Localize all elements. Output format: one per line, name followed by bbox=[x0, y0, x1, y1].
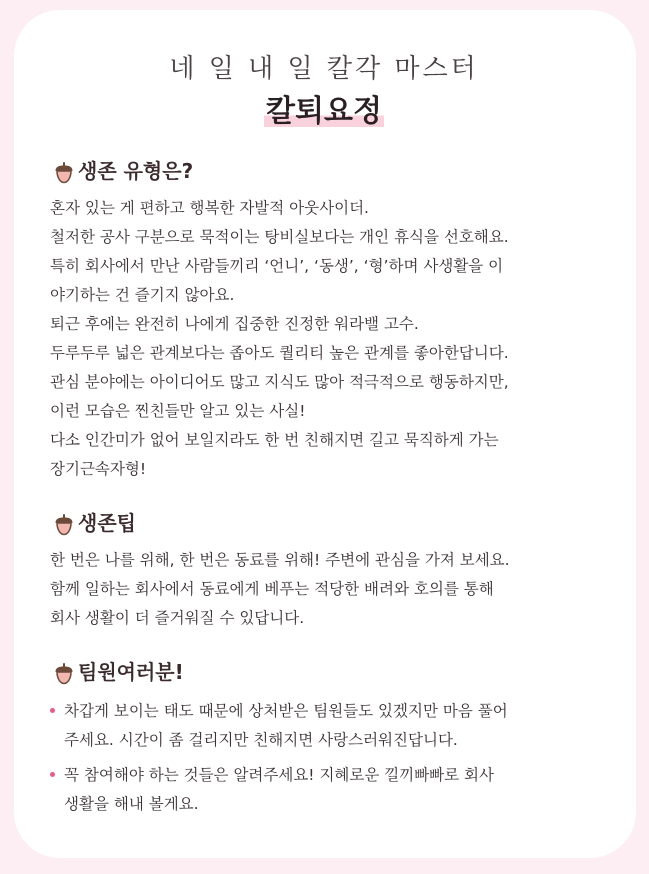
acorn-icon bbox=[54, 162, 74, 184]
section-heading bbox=[76, 156, 596, 186]
page-title-wrap bbox=[52, 94, 596, 130]
page-subtitle: 네 일 내 일 칼각 마스터 bbox=[169, 54, 479, 84]
list-item bbox=[50, 697, 596, 755]
section-body bbox=[50, 194, 596, 484]
body-line: 퇴근 후에는 완전히 나에게 집중한 진정한 워라밸 고수. bbox=[50, 315, 419, 333]
body-line: 특히 회사에서 만난 사람들끼리 ‘언니’, ‘동생’, ‘형’하며 사생활을 이 bbox=[50, 257, 504, 275]
body-line: 혼자 있는 게 편하고 행복한 자발적 아웃사이더. bbox=[50, 199, 369, 217]
section-heading bbox=[76, 508, 596, 538]
acorn-icon bbox=[54, 514, 74, 536]
section-team-members bbox=[64, 657, 596, 819]
bullet-list bbox=[50, 697, 596, 819]
section-heading-label: 생존팁 bbox=[78, 511, 136, 535]
list-item bbox=[50, 761, 596, 819]
bullet-line: 주세요. 시간이 좀 걸리지만 친해지면 사랑스러워진답니다. bbox=[64, 731, 458, 749]
section-body bbox=[50, 546, 596, 633]
body-line: 관심 분야에는 아이디어도 많고 지식도 많아 적극적으로 행동하지만, bbox=[50, 373, 509, 391]
body-line: 장기근속자형! bbox=[50, 460, 147, 478]
content-card bbox=[14, 10, 636, 858]
section-survival-tip bbox=[50, 508, 596, 633]
page-title: 칼퇴요정 bbox=[266, 94, 382, 129]
acorn-icon bbox=[54, 663, 74, 685]
body-line: 회사 생활이 더 즐거워질 수 있답니다. bbox=[50, 609, 305, 627]
bullet-line: 차갑게 보이는 태도 때문에 상처받은 팀원들도 있겠지만 마음 풀어 bbox=[64, 702, 508, 720]
body-line: 한 번은 나를 위해, 한 번은 동료를 위해! 주변에 관심을 가져 보세요. bbox=[50, 551, 510, 569]
body-line: 두루두루 넓은 관계보다는 좁아도 퀄리티 높은 관계를 좋아한답니다. bbox=[50, 344, 509, 362]
section-survival-type bbox=[50, 156, 596, 484]
bullet-dot bbox=[50, 708, 55, 713]
section-heading bbox=[76, 657, 596, 687]
bullet-line: 생활을 해내 볼게요. bbox=[64, 795, 199, 813]
body-line: 함께 일하는 회사에서 동료에게 베푸는 적당한 배려와 호의를 통해 bbox=[50, 580, 494, 598]
bullet-line: 꼭 참여해야 하는 것들은 알려주세요! 지혜로운 낄끼빠빠로 회사 bbox=[64, 766, 495, 784]
body-line: 철저한 공사 구분으로 묵적이는 탕비실보다는 개인 휴식을 선호해요. bbox=[50, 228, 509, 246]
body-line: 야기하는 건 즐기지 않아요. bbox=[50, 286, 235, 304]
section-heading-label: 생존 유형은? bbox=[78, 159, 194, 183]
body-line: 이런 모습은 찐친들만 알고 있는 사실! bbox=[50, 402, 306, 420]
bullet-dot bbox=[50, 772, 55, 777]
body-line: 다소 인간미가 없어 보일지라도 한 번 친해지면 길고 묵직하게 가는 bbox=[50, 431, 499, 449]
section-heading-label: 팀원여러분! bbox=[78, 660, 184, 684]
